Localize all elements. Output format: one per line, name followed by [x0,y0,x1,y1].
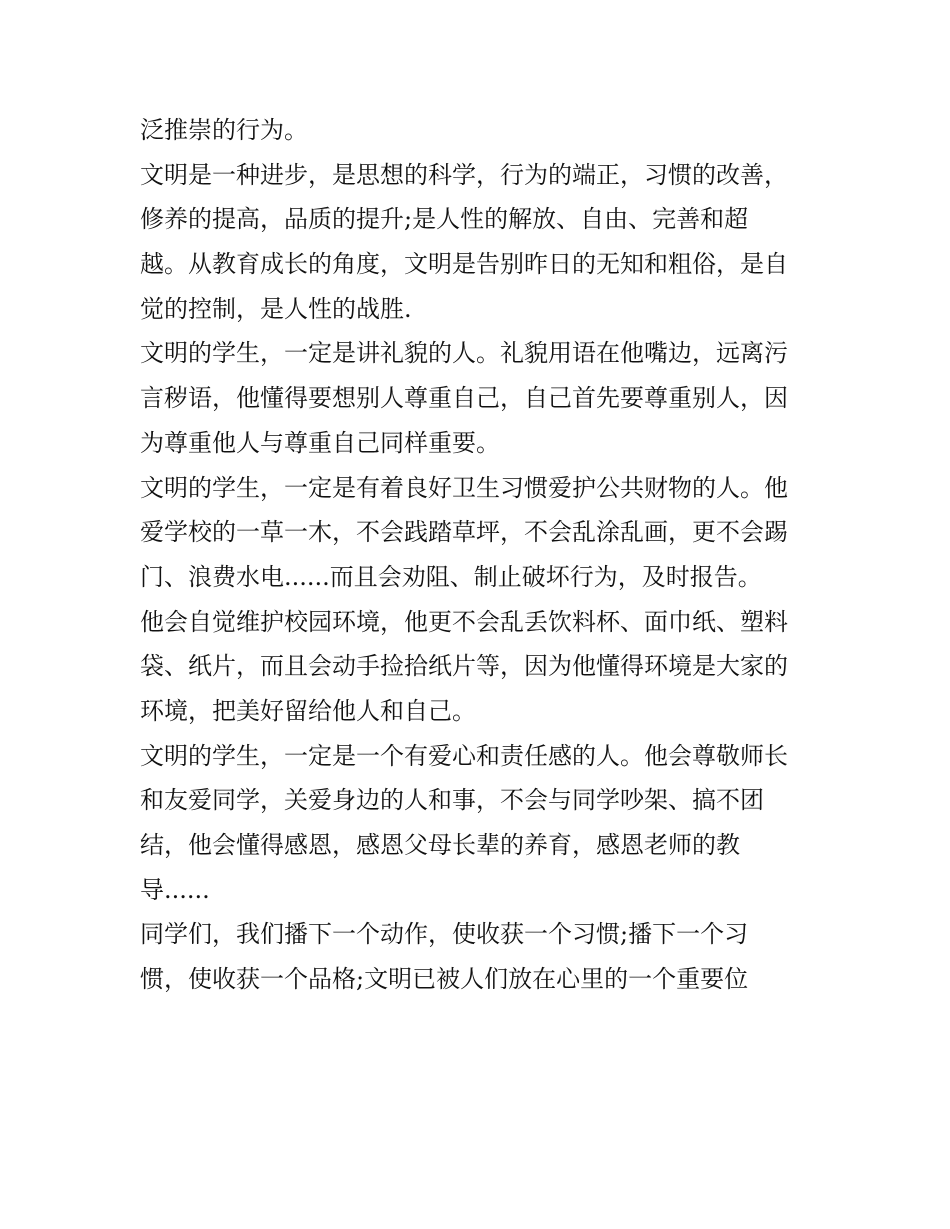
text-line: 泛推崇的行为。 [140,116,308,144]
text-line: 同学们，我们播下一个动作，使收获一个习惯;播下一个习 [140,920,749,949]
text-line: 袋、纸片，而且会动手捡拾纸片等，因为他懂得环境是大家的 [140,652,788,681]
text-line: 修养的提高，品质的提升;是人性的解放、自由、完善和超 [140,205,749,234]
text-line: 惯，使收获一个品格;文明已被人们放在心里的一个重要位 [140,965,749,994]
body-text [140,108,820,1002]
text-line: 结，他会懂得感恩，感恩父母长辈的养育，感恩老师的教 [140,831,740,859]
text-line: 环境，把美好留给他人和自己。 [140,696,476,725]
text-line: 文明的学生，一定是讲礼貌的人。礼貌用语在他嘴边，远离污 [140,339,788,368]
text-line: 门、浪费水电......而且会劝阻、制止破坏行为，及时报告。 [140,562,762,591]
text-line: 导...... [140,875,210,904]
text-line: 觉的控制，是人性的战胜. [140,294,412,323]
text-line: 爱学校的一草一木，不会践踏草坪，不会乱涂乱画，更不会踢 [140,518,788,547]
text-line: 他会自觉维护校园环境，他更不会乱丢饮料杯、面巾纸、塑料 [140,607,788,636]
text-line: 文明的学生，一定是有着良好卫生习惯爱护公共财物的人。他 [140,473,788,502]
text-line: 和友爱同学，关爱身边的人和事，不会与同学吵架、搞不团 [140,786,764,815]
text-line: 为尊重他人与尊重自己同样重要。 [140,428,500,457]
text-line: 言秽语，他懂得要想别人尊重自己，自己首先要尊重别人，因 [140,384,788,413]
text-line: 文明是一种进步，是思想的科学，行为的端正，习惯的改善， [140,160,788,189]
text-line: 文明的学生，一定是一个有爱心和责任感的人。他会尊敬师长 [140,741,788,770]
text-line: 越。从教育成长的角度，文明是告别昨日的无知和粗俗，是自 [140,250,788,279]
